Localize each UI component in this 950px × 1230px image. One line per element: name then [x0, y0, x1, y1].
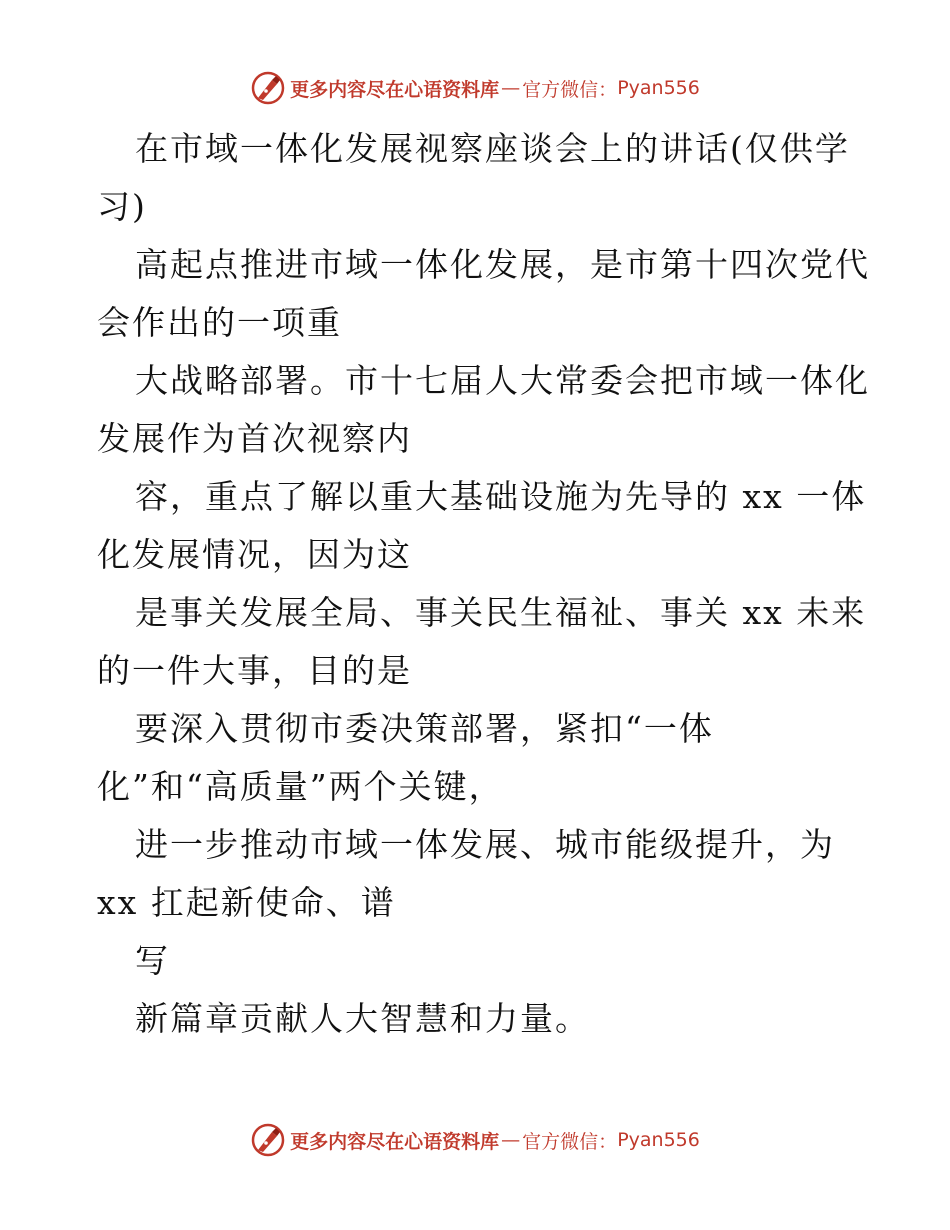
body-line: 化”和“高质量”两个关键，: [97, 767, 504, 806]
body-line: 会作出的一项重: [97, 303, 342, 342]
body-line: 高起点推进市域一体化发展，是市第十四次党代: [135, 245, 870, 284]
body-line: 进一步推动市域一体发展、城市能级提升，为: [135, 825, 835, 864]
pen-nib-logo-icon: [250, 1122, 286, 1158]
document-title-line: 习): [97, 187, 147, 226]
body-line: 写: [135, 941, 170, 980]
body-line: 发展作为首次视察内: [97, 419, 412, 458]
banner-wechat-label: 官方微信：: [522, 1130, 618, 1153]
banner-wechat-label: 官方微信：: [522, 78, 618, 101]
body-line: 的一件大事，目的是: [97, 651, 412, 690]
body-line: 新篇章贡献人大智慧和力量。: [135, 999, 590, 1038]
body-line: 要深入贯彻市委决策部署，紧扣“一体: [135, 709, 714, 748]
document-body: [97, 120, 870, 1048]
banner-wechat-id: Pyan556: [617, 77, 700, 99]
document-title-line: 在市域一体化发展视察座谈会上的讲话(仅供学: [135, 129, 850, 168]
body-line: 化发展情况，因为这: [97, 535, 412, 574]
body-line: 大战略部署。市十七届人大常委会把市域一体化: [135, 361, 870, 400]
body-line: 容，重点了解以重大基础设施为先导的 xx 一体: [135, 477, 867, 516]
banner-separator: —: [501, 77, 521, 99]
body-line: 是事关发展全局、事关民生福祉、事关 xx 未来: [135, 593, 867, 632]
pen-nib-logo-icon: [250, 70, 286, 106]
footer-banner: [0, 1122, 950, 1158]
banner-wechat-id: Pyan556: [617, 1129, 700, 1151]
banner-slogan: 更多内容尽在心语资料库: [290, 78, 500, 101]
banner-separator: —: [501, 1129, 521, 1151]
banner-slogan: 更多内容尽在心语资料库: [290, 1130, 500, 1153]
header-banner: [0, 70, 950, 106]
body-line: xx 扛起新使命、谱: [97, 883, 396, 922]
